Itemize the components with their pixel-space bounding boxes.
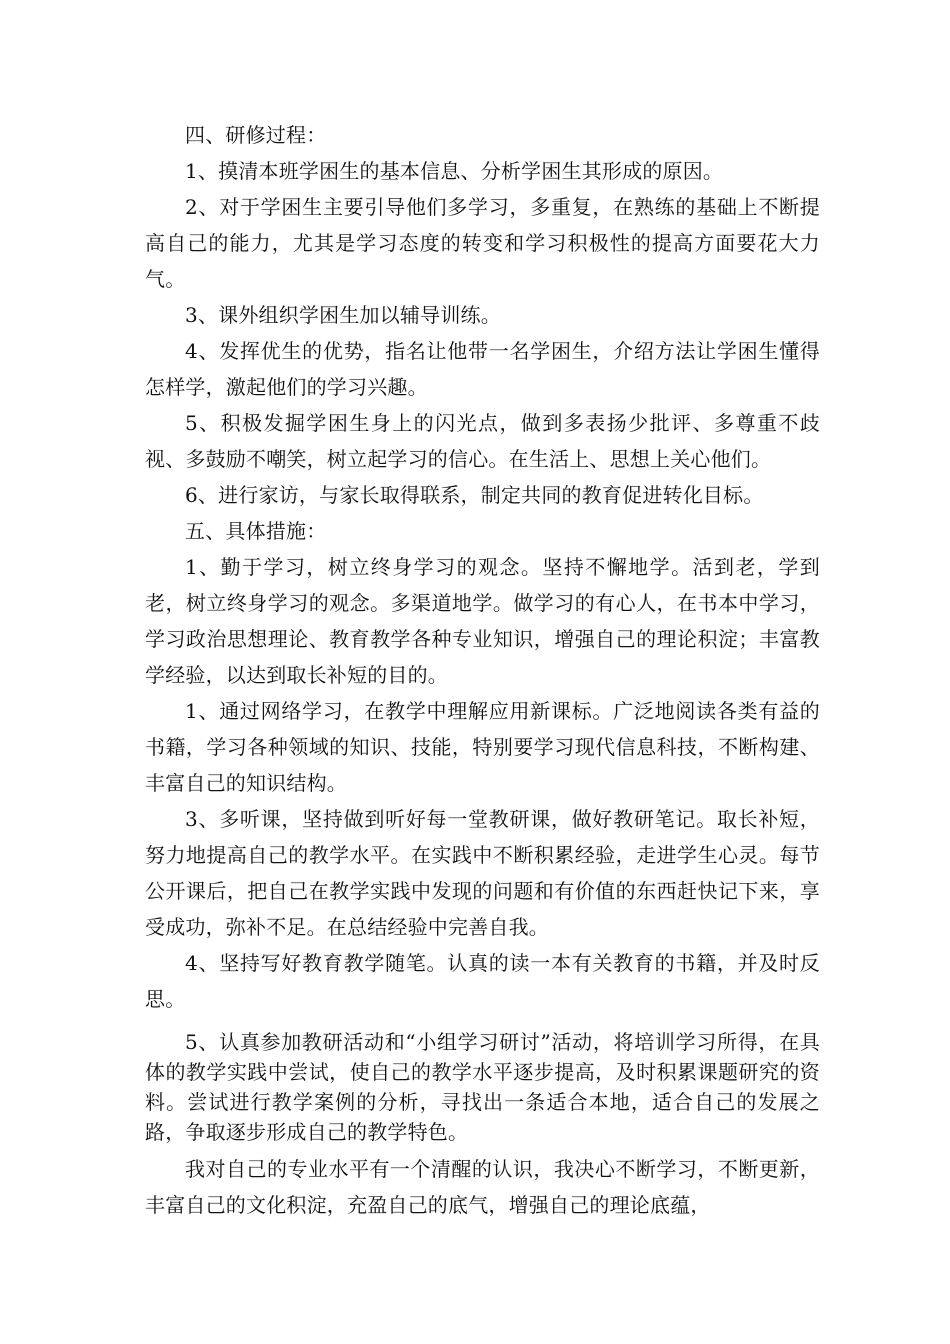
paragraph: 1、勤于学习，树立终身学习的观念。坚持不懈地学。活到老，学到老，树立终身学习的观念。多渠道地学。做学习的有心人，在书本中学习，学习政治思想理论、教育教学各种专业知识，增强自己的理论积淀；丰富教学经验，以达到取长补短的目的。 [145, 555, 820, 687]
paragraph: 1、摸清本班学困生的基本信息、分析学困生其形成的原因。 [185, 159, 724, 183]
paragraph: 4、发挥优生的优势，指名让他带一名学困生，介绍方法让学困生懂得怎样学，激起他们的学习兴趣。 [145, 339, 820, 399]
paragraph: 3、课外组织学困生加以辅导训练。 [185, 303, 501, 327]
paragraph: 6、进行家访，与家长取得联系，制定共同的教育促进转化目标。 [185, 483, 764, 507]
paragraph: 1、通过网络学习，在教学中理解应用新课标。广泛地阅读各类有益的书籍，学习各种领域的知识、技能，特别要学习现代信息科技，不断构建、丰富自己的知识结构。 [145, 699, 820, 795]
paragraph: 3、多听课，坚持做到听好每一堂教研课，做好教研笔记。取长补短，努力地提高自己的教学水平。在实践中不断积累经验，走进学生心灵。每节公开课后，把自己在教学实践中发现的问题和有价值的东西赶快记下来，享受成功，弥补不足。在总结经验中完善自我。 [145, 807, 820, 939]
document-body [145, 117, 820, 1223]
paragraph-closing: 我对自己的专业水平有一个清醒的认识，我决心不断学习，不断更新，丰富自己的文化积淀，充盈自己的底气，增强自己的理论底蕴， [145, 1157, 820, 1217]
paragraph: 2、对于学困生主要引导他们多学习，多重复，在熟练的基础上不断提高自己的能力，尤其是学习态度的转变和学习积极性的提高方面要花大力气。 [145, 195, 820, 291]
paragraph: 5、认真参加教研活动和“小组学习研讨”活动，将培训学习所得，在具体的教学实践中尝试，使自己的教学水平逐步提高，及时积累课题研究的资料。尝试进行教学案例的分析，寻找出一条适合本地，适合自己的发展之路，争取逐步形成自己的教学特色。 [145, 1030, 820, 1144]
section-heading-measures: 五、具体措施： [185, 519, 327, 543]
paragraph: 5、积极发掘学困生身上的闪光点，做到多表扬少批评、多尊重不歧视、多鼓励不嘲笑，树立起学习的信心。在生活上、思想上关心他们。 [145, 411, 820, 471]
paragraph: 4、坚持写好教育教学随笔。认真的读一本有关教育的书籍，并及时反思。 [145, 951, 820, 1011]
section-heading-research-process: 四、研修过程： [185, 123, 327, 147]
